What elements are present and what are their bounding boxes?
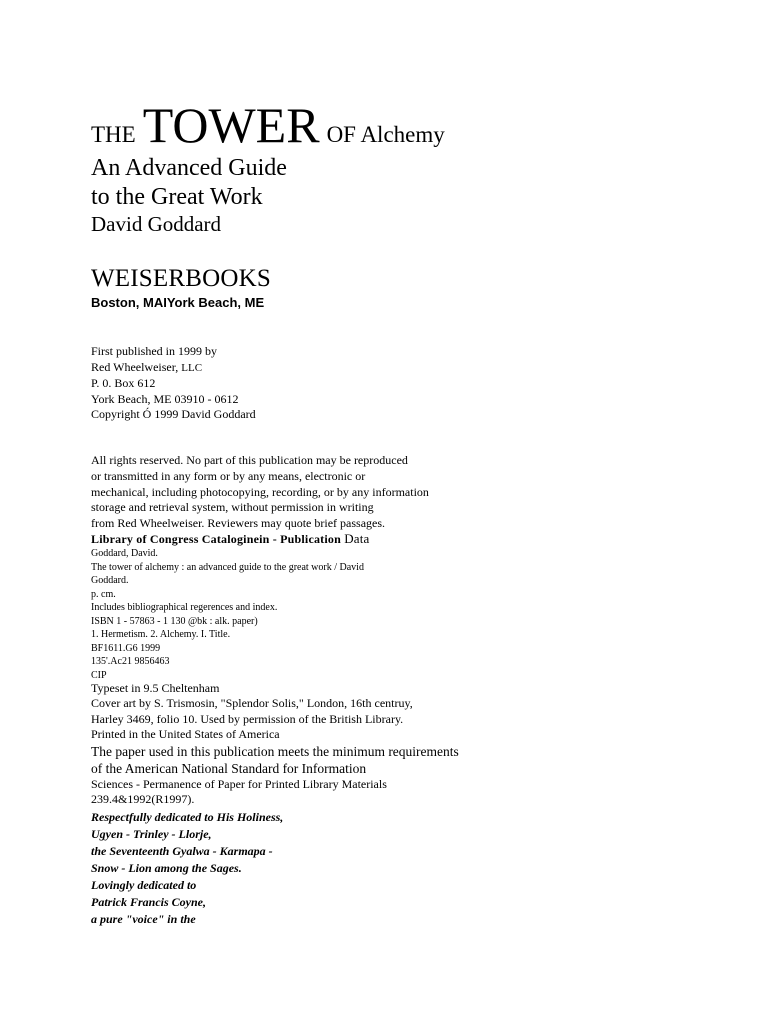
rights-notice bbox=[91, 453, 429, 532]
title-the: THE bbox=[91, 122, 136, 147]
imprint-line: York Beach, ME 03910 - 0612 bbox=[91, 391, 239, 406]
loc-heading: Library of Congress Cataloginein - Publication Data bbox=[91, 531, 370, 546]
dedication bbox=[91, 809, 283, 928]
cip-line: Goddard, David. bbox=[91, 548, 158, 559]
paper-line: The paper used in this publication meets the minimum requirements bbox=[91, 743, 459, 759]
cover-art-line: Cover art by S. Trismosin, "Splendor Solis," London, 16th centruy, bbox=[91, 696, 413, 711]
cip-line: Includes bibliographical regerences and index. bbox=[91, 602, 278, 613]
cip-line: p. cm. bbox=[91, 588, 116, 600]
cover-art-line: Harley 3469, folio 10. Used by permission of the British Library. bbox=[91, 711, 404, 726]
subtitle-line-2: to the Great Work bbox=[91, 184, 263, 210]
book-title bbox=[91, 97, 445, 153]
title-of-alchemy: OF Alchemy bbox=[326, 122, 445, 147]
copyright-line: Copyright Ó 1999 David Goddard bbox=[91, 407, 256, 422]
rights-line: from Red Wheelweiser. Reviewers may quote brief passages. bbox=[91, 516, 386, 531]
cip-line: CIP bbox=[91, 669, 107, 681]
cip-line: ISBN 1 - 57863 - 1 130 @bk : alk. paper) bbox=[91, 615, 258, 627]
imprint-line: First published in 1999 by bbox=[91, 344, 218, 358]
publisher-name: WEISERBOOKS bbox=[91, 265, 271, 292]
paper-line: Sciences - Permanence of Paper for Printed Library Materials bbox=[91, 776, 387, 791]
paper-line: 239.4&1992(R1997). bbox=[91, 792, 195, 807]
imprint-line: Red Wheelweiser, LLC bbox=[91, 359, 203, 374]
dedication-line: the Seventeenth Gyalwa - Karmapa - bbox=[91, 844, 273, 858]
publisher-cities: Boston, MAIYork Beach, ME bbox=[91, 295, 265, 310]
subtitle-line-1: An Advanced Guide bbox=[91, 155, 287, 181]
dedication-line: Respectfully dedicated to His Holiness, bbox=[91, 810, 284, 824]
imprint-line: P. 0. Box 612 bbox=[91, 376, 156, 391]
dedication-line: Ugyen - Trinley - Llorje, bbox=[91, 827, 212, 841]
rights-line: All rights reserved. No part of this publication may be reproduced bbox=[91, 453, 408, 467]
cip-line: BF1611.G6 1999 bbox=[91, 642, 161, 654]
typeset-line: Typeset in 9.5 Cheltenham bbox=[91, 681, 220, 695]
dedication-line: Lovingly dedicated to bbox=[91, 878, 197, 892]
title-tower: TOWER bbox=[142, 97, 320, 153]
rights-line: mechanical, including photocopying, recording, or by any information bbox=[91, 484, 429, 499]
printed-in-line: Printed in the United States of America bbox=[91, 727, 280, 742]
author-name: David Goddard bbox=[91, 212, 222, 236]
printing-notes bbox=[91, 681, 459, 807]
cip-line: 135'.Ac21 9856463 bbox=[91, 656, 170, 667]
rights-line: or transmitted in any form or by any means, electronic or bbox=[91, 468, 366, 483]
dedication-line: Snow - Lion among the Sages. bbox=[91, 861, 242, 875]
paper-line: of the American National Standard for Information bbox=[91, 760, 367, 776]
dedication-line: a pure "voice" in the bbox=[91, 912, 196, 926]
dedication-line: Patrick Francis Coyne, bbox=[91, 895, 207, 909]
cip-data bbox=[91, 547, 364, 682]
cip-line: The tower of alchemy : an advanced guide to the great work / David bbox=[91, 561, 364, 573]
imprint-block bbox=[91, 344, 256, 423]
cip-line: Goddard. bbox=[91, 575, 129, 586]
rights-line: storage and retrieval system, without permission in writing bbox=[91, 500, 374, 515]
cip-line: 1. Hermetism. 2. Alchemy. I. Title. bbox=[91, 629, 231, 640]
